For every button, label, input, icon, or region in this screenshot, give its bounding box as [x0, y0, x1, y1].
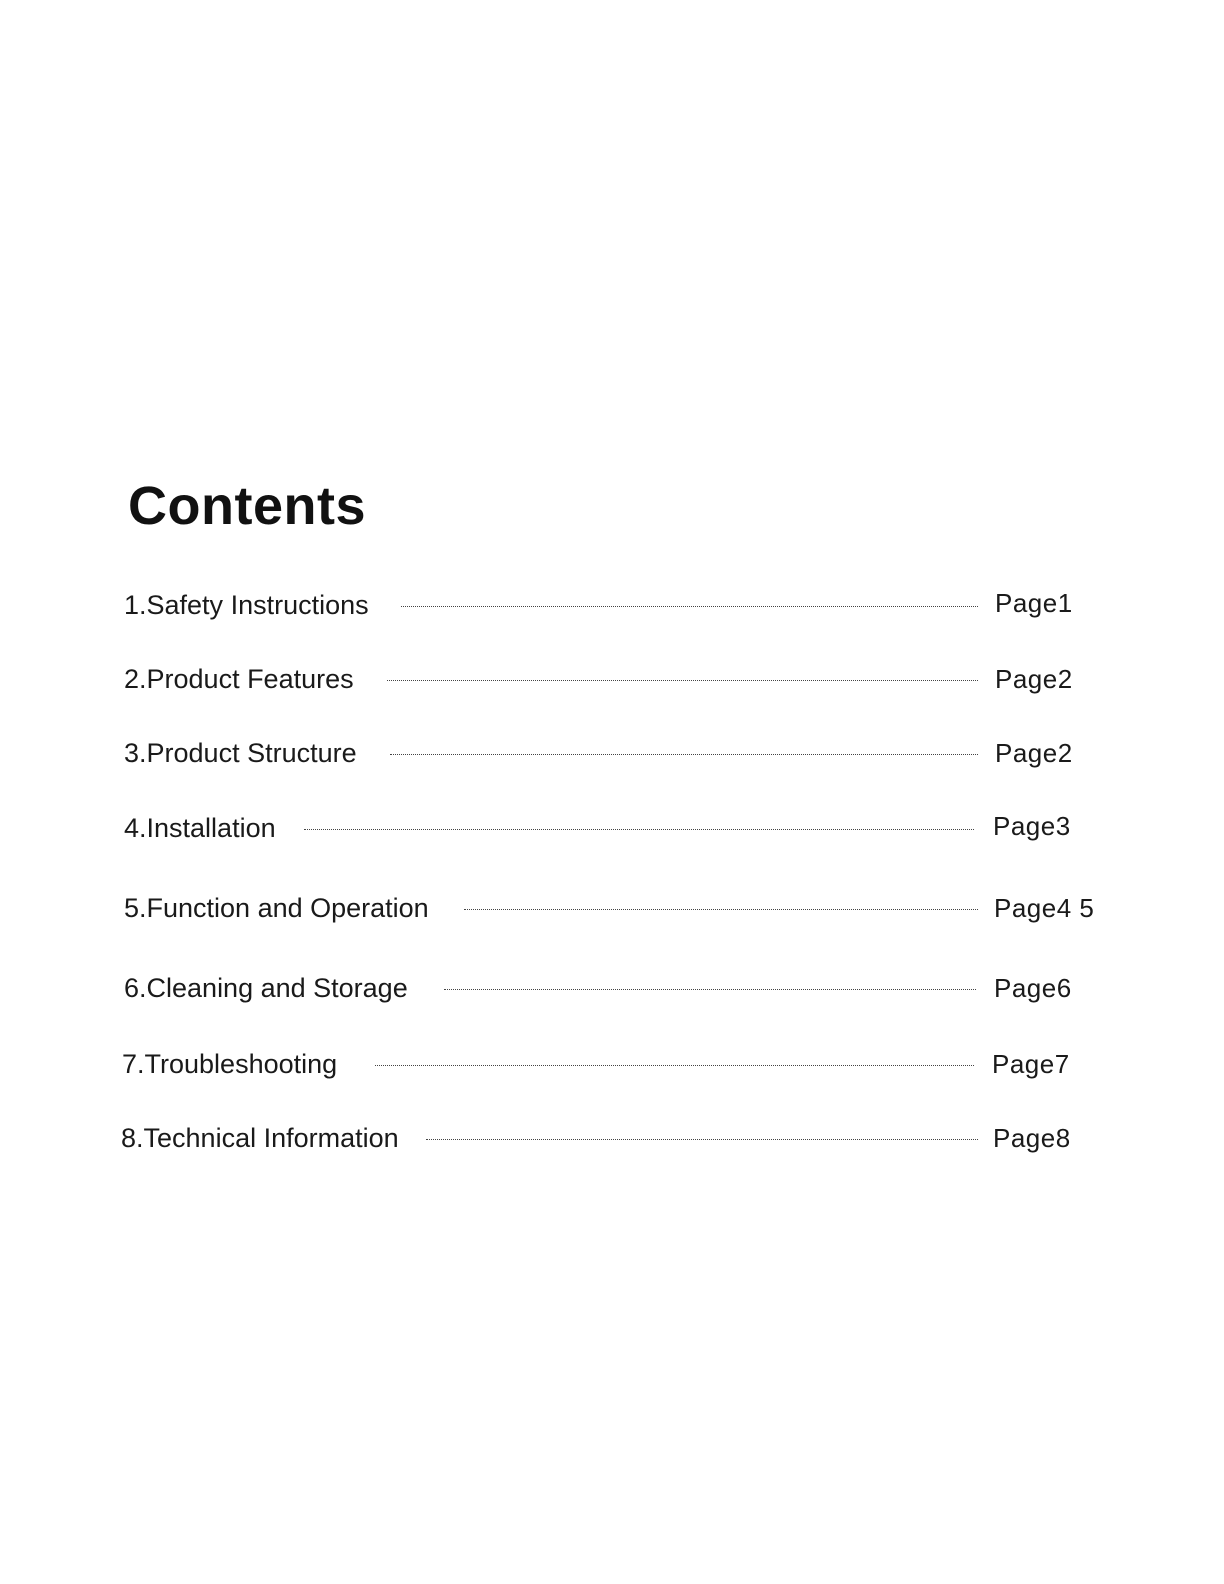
toc-entry-product-features[interactable] — [124, 659, 978, 699]
dotted-leader — [464, 909, 978, 910]
dotted-leader — [387, 680, 978, 681]
dotted-leader — [304, 829, 974, 830]
toc-entry-page[interactable]: Page2 — [995, 664, 1073, 694]
dotted-leader — [375, 1065, 974, 1066]
dotted-leader — [401, 606, 978, 607]
toc-entry-label: 6.Cleaning and Storage — [124, 973, 408, 1003]
toc-entry-page[interactable]: Page7 — [992, 1049, 1070, 1079]
toc-entry-page[interactable]: Page3 — [993, 811, 1071, 841]
toc-entry-label: 3.Product Structure — [124, 738, 357, 768]
toc-entry-cleaning-and-storage[interactable] — [124, 968, 976, 1008]
toc-entry-page[interactable]: Page1 — [995, 588, 1073, 618]
toc-entry-installation[interactable] — [124, 808, 974, 848]
toc-entry-label: 7.Troubleshooting — [122, 1049, 338, 1079]
toc-entry-label: 2.Product Features — [124, 664, 354, 694]
toc-entry-safety-instructions[interactable] — [124, 585, 978, 625]
toc-entry-product-structure[interactable] — [124, 733, 978, 773]
dotted-leader — [444, 989, 976, 990]
toc-entry-page[interactable]: Page4 5 — [994, 893, 1095, 923]
toc-entry-label: 8.Technical Information — [121, 1123, 399, 1153]
dotted-leader — [390, 754, 978, 755]
toc-entry-page[interactable]: Page6 — [994, 973, 1072, 1003]
toc-entry-function-and-operation[interactable] — [124, 888, 978, 928]
page-title: Contents — [128, 476, 366, 536]
toc-entry-label: 4.Installation — [124, 813, 276, 843]
toc-entry-page[interactable]: Page2 — [995, 738, 1073, 768]
toc-entry-technical-information[interactable] — [121, 1118, 978, 1158]
toc-entry-page[interactable]: Page8 — [993, 1123, 1071, 1153]
toc-entry-label: 1.Safety Instructions — [124, 590, 369, 620]
toc-entry-troubleshooting[interactable] — [122, 1044, 974, 1084]
dotted-leader — [426, 1139, 978, 1140]
toc-entry-label: 5.Function and Operation — [124, 893, 429, 923]
